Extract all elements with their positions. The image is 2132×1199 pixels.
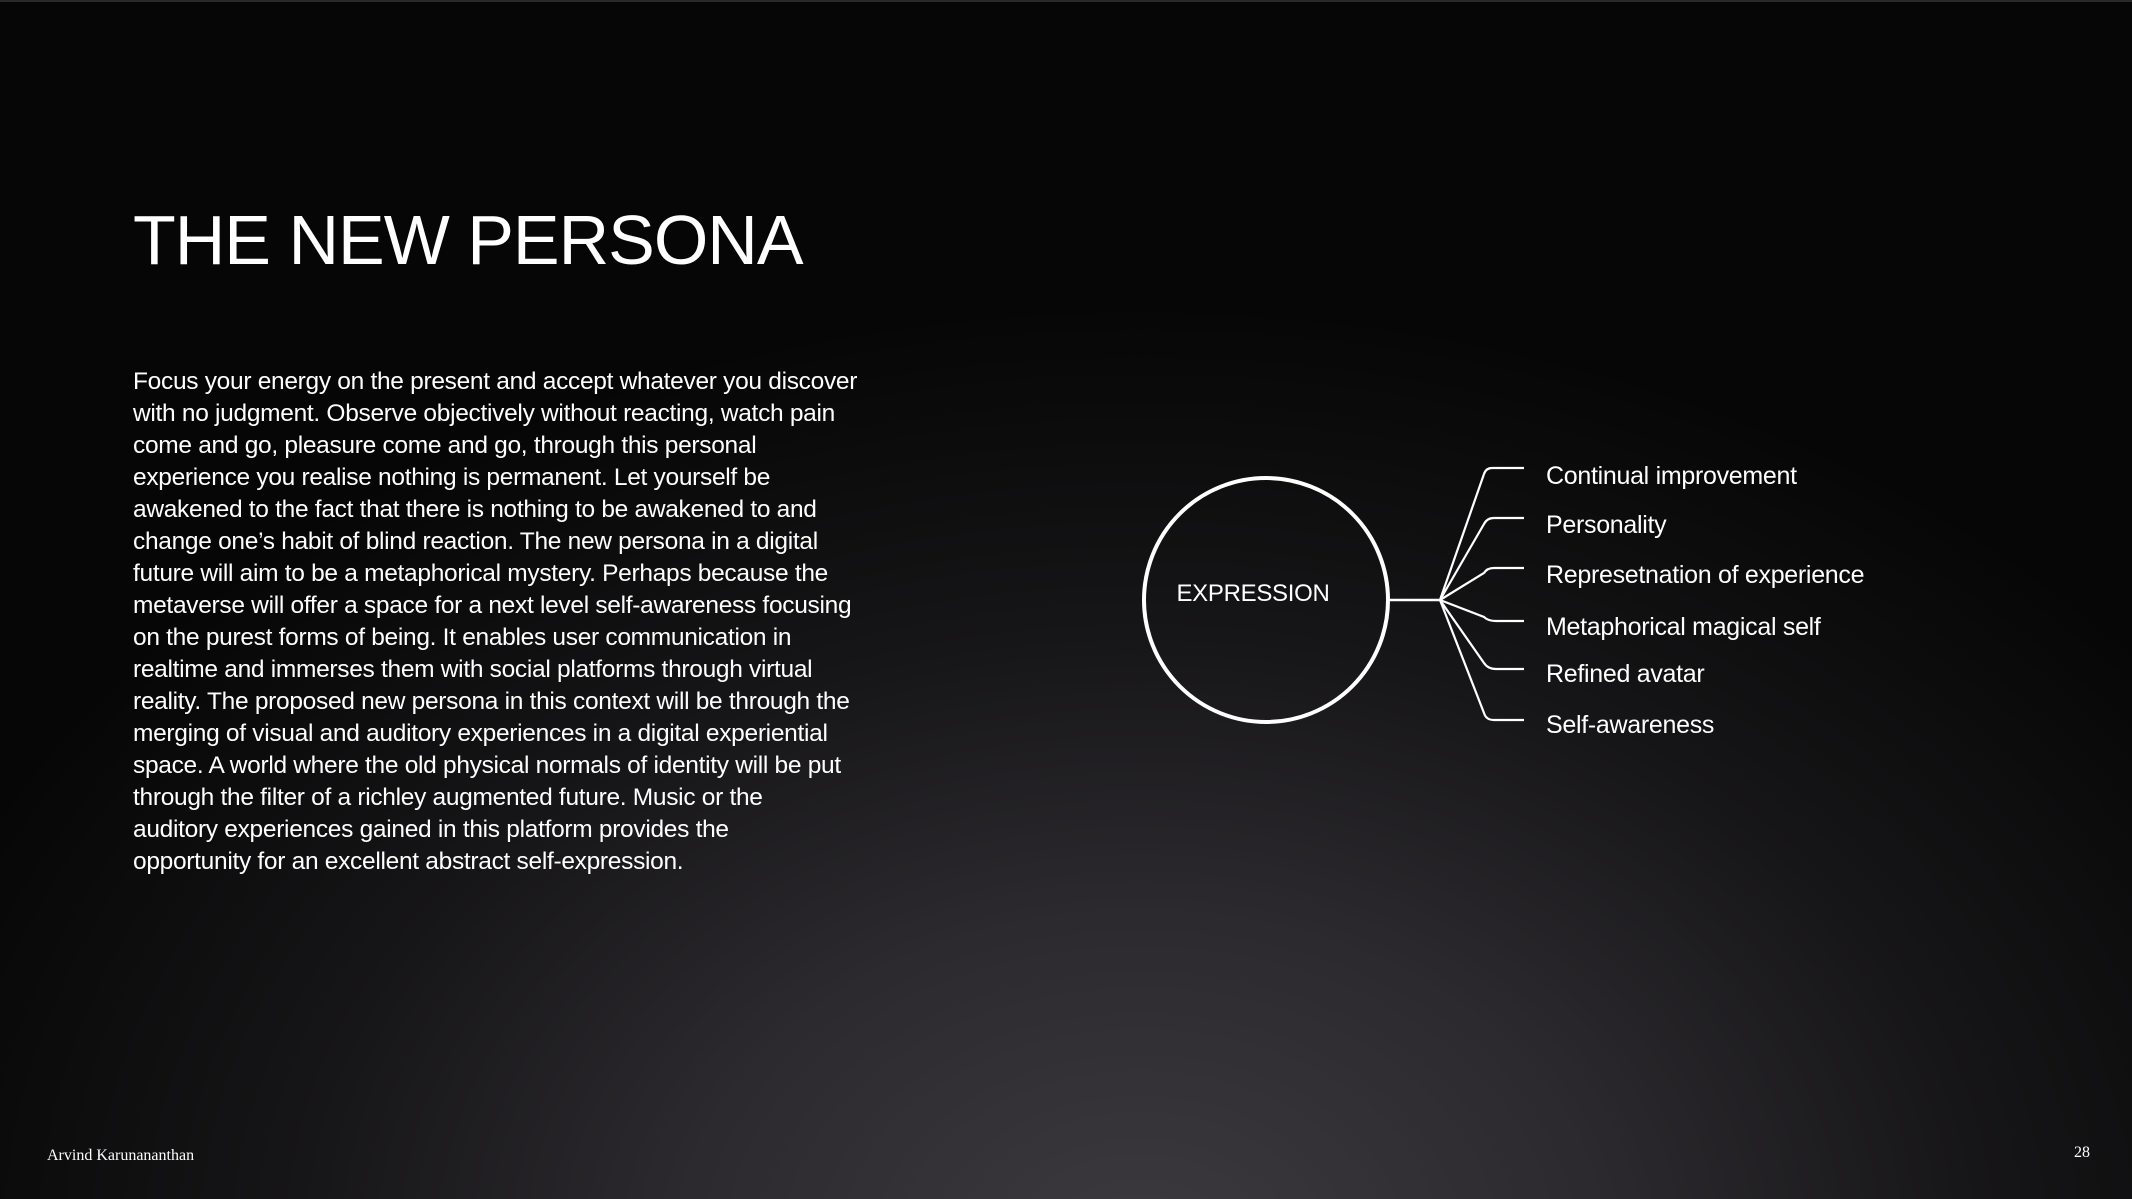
- body-line: merging of visual and auditory experiences in a digital experiential: [133, 720, 828, 747]
- top-border: [0, 0, 2132, 2]
- slide-title: THE NEW PERSONA: [133, 201, 803, 279]
- body-line: experience you realise nothing is permanent. Let yourself be: [133, 464, 771, 491]
- body-paragraph: [133, 366, 913, 878]
- expression-mind-map: [1120, 440, 2040, 770]
- body-line: change one’s habit of blind reaction. The new persona in a digital: [133, 528, 818, 555]
- page-number: 28: [2074, 1144, 2090, 1161]
- body-line: reality. The proposed new persona in this context will be through the: [133, 688, 850, 715]
- body-line: auditory experiences gained in this platform provides the: [133, 816, 729, 843]
- body-line: with no judgment. Observe objectively without reacting, watch pain: [133, 400, 835, 427]
- branch-line: [1440, 568, 1524, 600]
- branch-label-personality: Personality: [1546, 511, 1667, 539]
- body-line: realtime and immerses them with social platforms through virtual: [133, 656, 813, 683]
- body-line: come and go, pleasure come and go, through this personal: [133, 432, 757, 459]
- branch-label-metaphorical-magical-self: Metaphorical magical self: [1546, 613, 1821, 641]
- branch-line: [1440, 518, 1524, 600]
- branch-label-self-awareness: Self-awareness: [1546, 711, 1715, 739]
- branch-label-refined-avatar: Refined avatar: [1546, 660, 1705, 688]
- body-line: opportunity for an excellent abstract self-expression.: [133, 848, 684, 875]
- body-line: on the purest forms of being. It enables user communication in: [133, 624, 792, 651]
- body-line: Focus your energy on the present and accept whatever you discover: [133, 368, 858, 395]
- body-line: future will aim to be a metaphorical mystery. Perhaps because the: [133, 560, 828, 587]
- body-line: through the filter of a richley augmented future. Music or the: [133, 784, 763, 811]
- branch-label-continual-improvement: Continual improvement: [1546, 462, 1797, 490]
- body-line: awakened to the fact that there is nothing to be awakened to and: [133, 496, 817, 523]
- body-line: space. A world where the old physical normals of identity will be put: [133, 752, 841, 779]
- center-node-label: EXPRESSION: [1176, 580, 1330, 607]
- footer-author: Arvind Karunananthan: [47, 1147, 195, 1164]
- branch-label-representation-of-experience: Represetnation of experience: [1546, 561, 1865, 589]
- body-line: metaverse will offer a space for a next level self-awareness focusing: [133, 592, 852, 619]
